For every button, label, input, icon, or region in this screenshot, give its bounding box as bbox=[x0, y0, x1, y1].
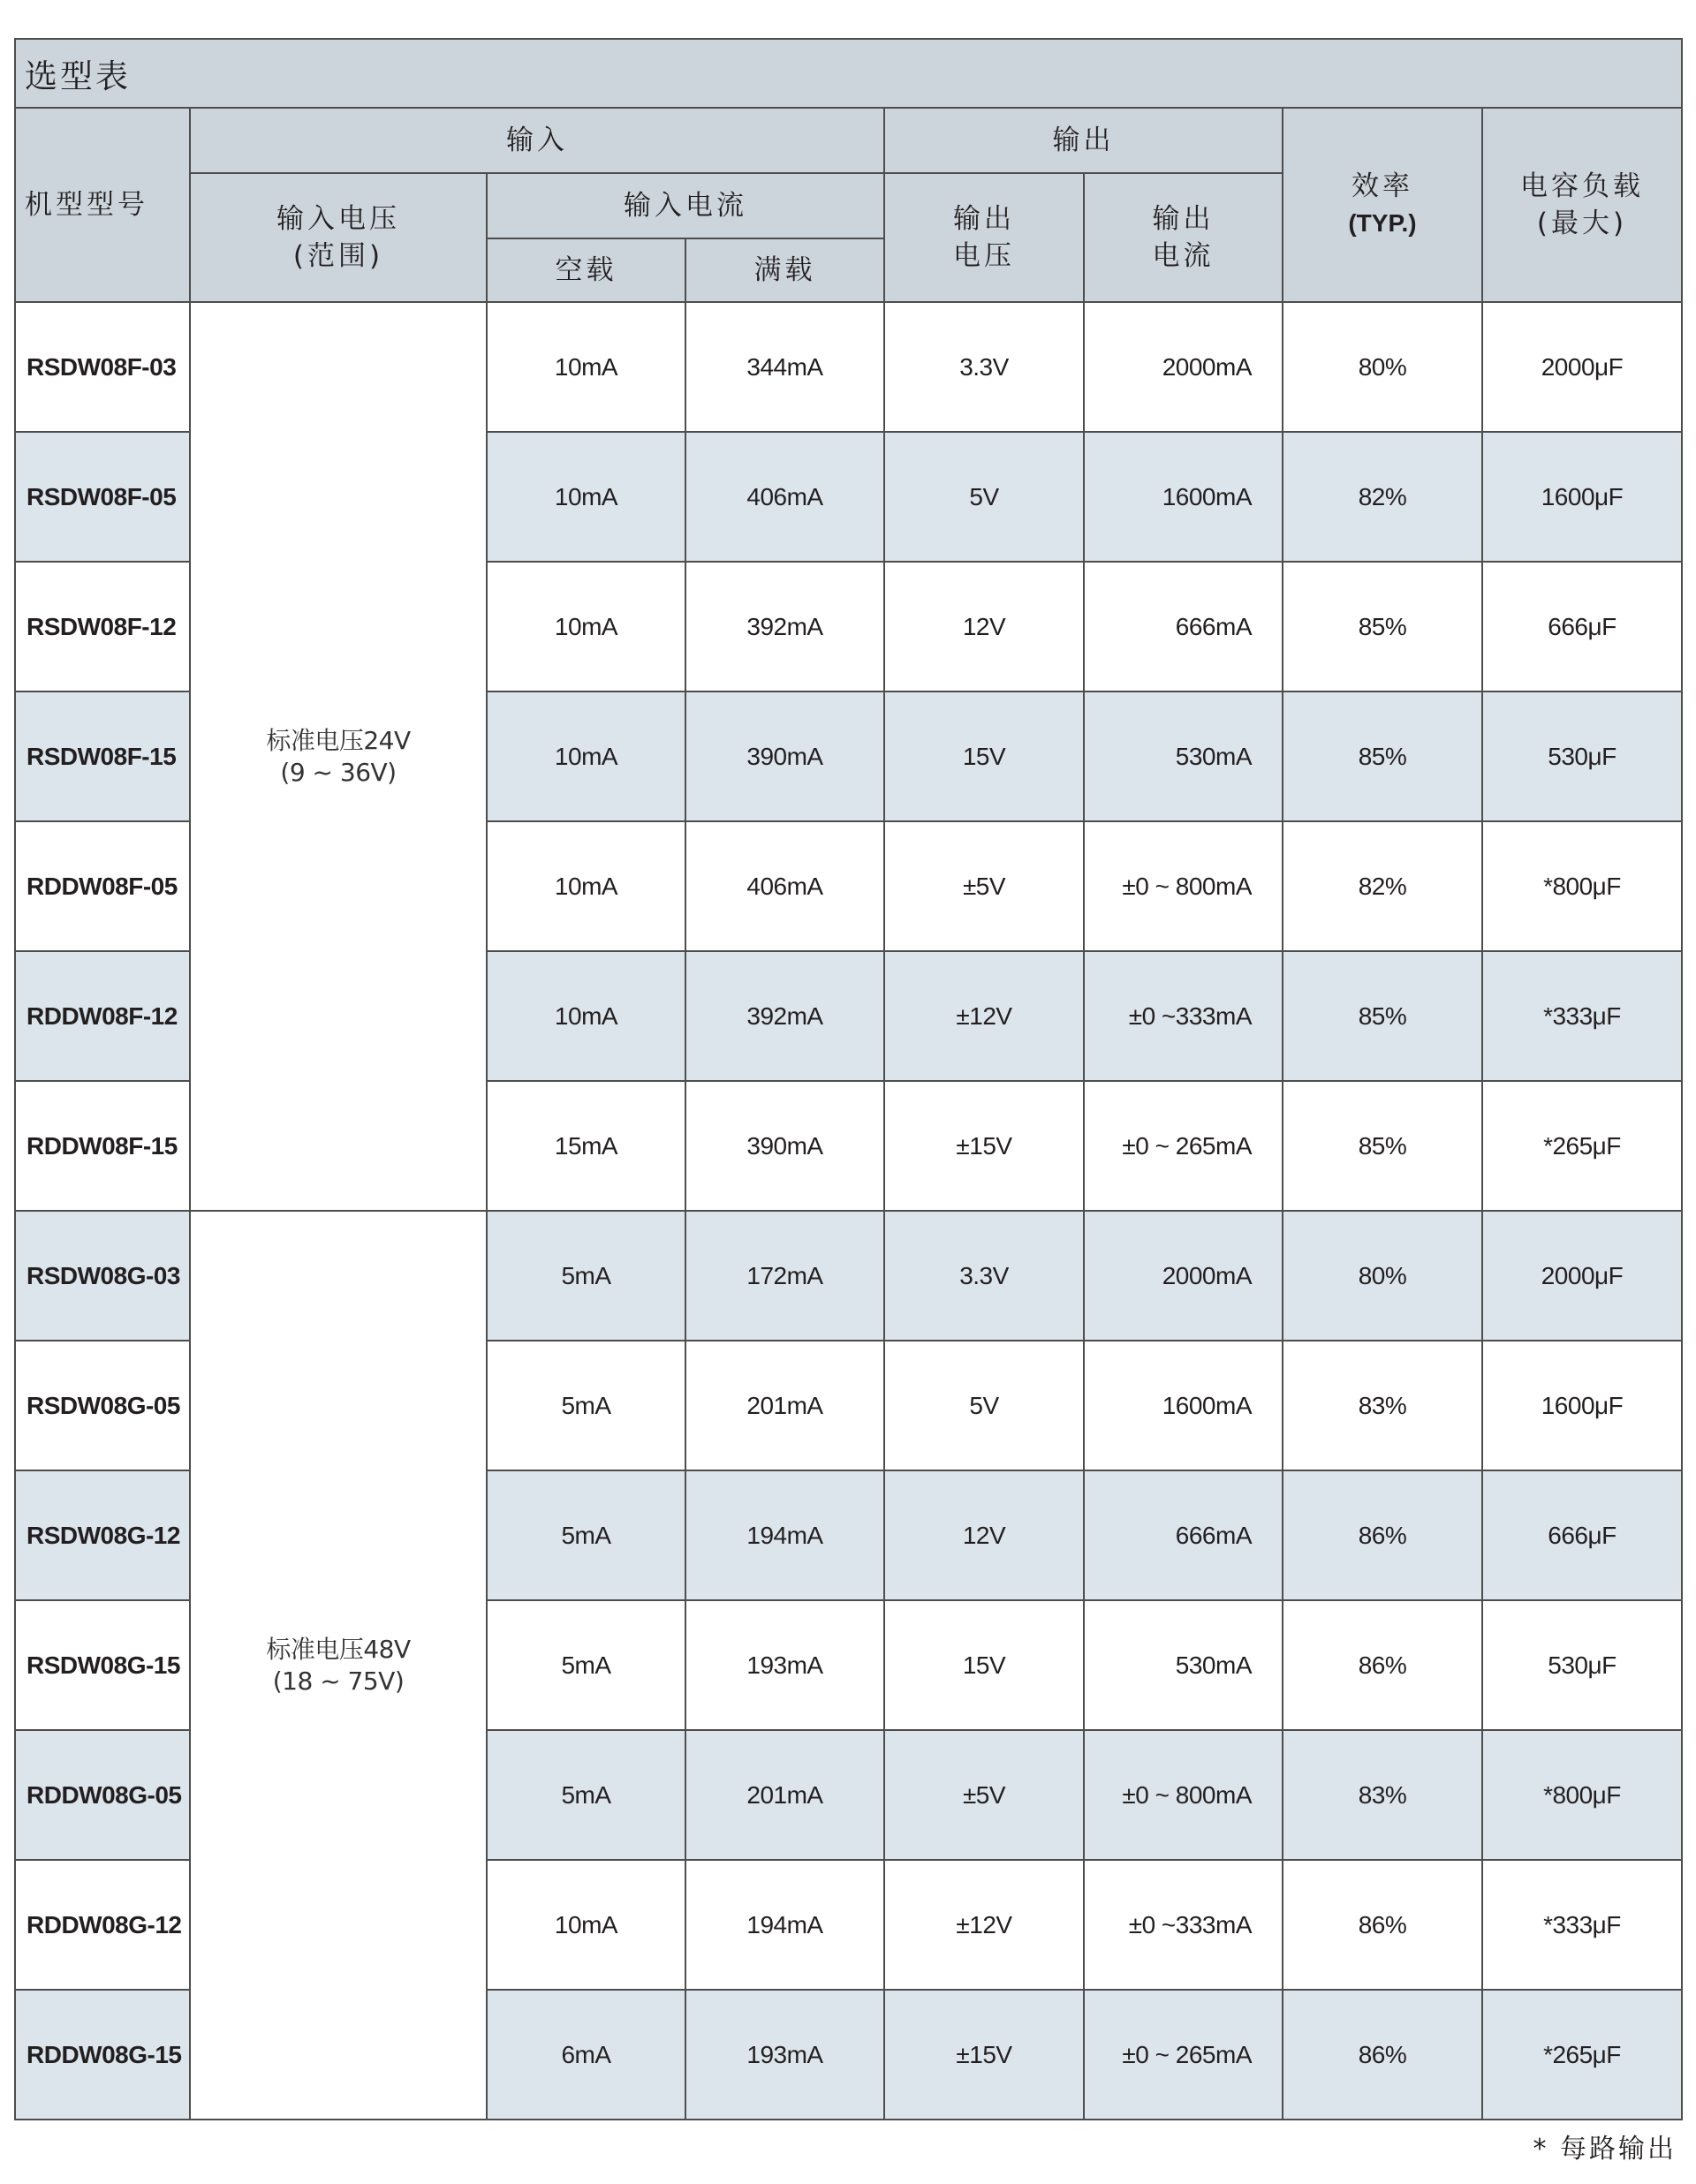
cell-output-current: 1600mA bbox=[1084, 1341, 1283, 1470]
cell-output-voltage: ±15V bbox=[884, 1081, 1084, 1211]
cell-model: RSDW08F-12 bbox=[15, 562, 190, 691]
cell-no-load-current: 15mA bbox=[487, 1081, 685, 1211]
cell-no-load-current: 6mA bbox=[487, 1990, 685, 2120]
cell-cap-load: 530μF bbox=[1482, 691, 1682, 821]
header-cap-load-max: (最大) bbox=[1536, 208, 1628, 239]
cell-cap-load: *333μF bbox=[1482, 1860, 1682, 1990]
cell-model: RDDW08G-12 bbox=[15, 1860, 190, 1990]
cell-output-voltage: ±5V bbox=[884, 1730, 1084, 1860]
cell-output-current: 1600mA bbox=[1084, 432, 1283, 562]
cell-output-current: 2000mA bbox=[1084, 1211, 1283, 1341]
cell-no-load-current: 5mA bbox=[487, 1211, 685, 1341]
header-no-load: 空载 bbox=[487, 238, 685, 302]
header-output-current-line2: 电流 bbox=[1152, 240, 1215, 272]
cell-model: RDDW08F-05 bbox=[15, 821, 190, 951]
cell-output-voltage: ±15V bbox=[884, 1990, 1084, 2120]
header-input-voltage bbox=[190, 173, 487, 302]
cell-no-load-current: 10mA bbox=[487, 1860, 685, 1990]
header-input-voltage-label: 输入电压 bbox=[276, 203, 400, 235]
header-efficiency-typ: (TYP.) bbox=[1348, 209, 1417, 237]
cell-output-voltage: 3.3V bbox=[884, 1211, 1084, 1341]
table-title: 选型表 bbox=[15, 39, 1682, 108]
cell-no-load-current: 5mA bbox=[487, 1341, 685, 1470]
cell-output-current: 2000mA bbox=[1084, 302, 1283, 432]
cell-efficiency: 86% bbox=[1283, 1470, 1482, 1600]
cell-output-voltage: ±5V bbox=[884, 821, 1084, 951]
input-voltage-nominal: 标准电压24V bbox=[266, 725, 411, 755]
cell-efficiency: 85% bbox=[1283, 1081, 1482, 1211]
cell-output-current: 530mA bbox=[1084, 691, 1283, 821]
cell-full-load-current: 392mA bbox=[685, 951, 884, 1081]
cell-no-load-current: 10mA bbox=[487, 302, 685, 432]
cell-model: RDDW08F-12 bbox=[15, 951, 190, 1081]
cell-output-voltage: 15V bbox=[884, 1600, 1084, 1730]
cell-efficiency: 85% bbox=[1283, 691, 1482, 821]
cell-no-load-current: 10mA bbox=[487, 432, 685, 562]
header-cap-load bbox=[1482, 108, 1682, 302]
input-voltage-range: (9 ~ 36V) bbox=[280, 757, 397, 787]
cell-output-current: ±0 ~333mA bbox=[1084, 951, 1283, 1081]
cell-model: RSDW08G-15 bbox=[15, 1600, 190, 1730]
cell-cap-load: 2000μF bbox=[1482, 1211, 1682, 1341]
selection-table-sheet bbox=[14, 38, 1681, 2120]
cell-full-load-current: 194mA bbox=[685, 1470, 884, 1600]
header-model: 机型型号 bbox=[15, 108, 190, 302]
cell-cap-load: *265μF bbox=[1482, 1081, 1682, 1211]
cell-efficiency: 80% bbox=[1283, 302, 1482, 432]
cell-model: RSDW08F-03 bbox=[15, 302, 190, 432]
cell-model: RSDW08G-03 bbox=[15, 1211, 190, 1341]
cell-full-load-current: 390mA bbox=[685, 1081, 884, 1211]
table-row bbox=[15, 302, 1682, 432]
header-efficiency bbox=[1283, 108, 1482, 302]
cell-efficiency: 86% bbox=[1283, 1990, 1482, 2120]
cell-full-load-current: 344mA bbox=[685, 302, 884, 432]
cell-efficiency: 82% bbox=[1283, 432, 1482, 562]
header-input: 输入 bbox=[190, 108, 884, 173]
cell-output-current: ±0 ~ 265mA bbox=[1084, 1081, 1283, 1211]
cell-no-load-current: 5mA bbox=[487, 1600, 685, 1730]
header-output-voltage-line1: 输出 bbox=[953, 203, 1015, 235]
cell-full-load-current: 201mA bbox=[685, 1341, 884, 1470]
cell-cap-load: *333μF bbox=[1482, 951, 1682, 1081]
cell-output-current: 666mA bbox=[1084, 562, 1283, 691]
cell-full-load-current: 193mA bbox=[685, 1600, 884, 1730]
header-input-voltage-range: (范围) bbox=[292, 240, 384, 272]
cell-output-voltage: 12V bbox=[884, 1470, 1084, 1600]
cell-output-voltage: 15V bbox=[884, 691, 1084, 821]
cell-cap-load: 2000μF bbox=[1482, 302, 1682, 432]
cell-model: RSDW08G-05 bbox=[15, 1341, 190, 1470]
cell-output-current: ±0 ~ 800mA bbox=[1084, 1730, 1283, 1860]
cell-output-voltage: 3.3V bbox=[884, 302, 1084, 432]
cell-efficiency: 85% bbox=[1283, 562, 1482, 691]
cell-efficiency: 80% bbox=[1283, 1211, 1482, 1341]
cell-cap-load: 530μF bbox=[1482, 1600, 1682, 1730]
cell-model: RSDW08F-15 bbox=[15, 691, 190, 821]
cell-output-voltage: ±12V bbox=[884, 951, 1084, 1081]
cell-no-load-current: 10mA bbox=[487, 821, 685, 951]
header-input-current: 输入电流 bbox=[487, 173, 884, 238]
cell-cap-load: 666μF bbox=[1482, 1470, 1682, 1600]
cell-cap-load: 666μF bbox=[1482, 562, 1682, 691]
cell-full-load-current: 193mA bbox=[685, 1990, 884, 2120]
selection-table bbox=[14, 38, 1683, 2120]
cell-output-current: 530mA bbox=[1084, 1600, 1283, 1730]
cell-model: RSDW08F-05 bbox=[15, 432, 190, 562]
cell-output-voltage: 5V bbox=[884, 1341, 1084, 1470]
cell-output-voltage: ±12V bbox=[884, 1860, 1084, 1990]
header-output-voltage-line2: 电压 bbox=[953, 240, 1015, 272]
cell-output-voltage: 12V bbox=[884, 562, 1084, 691]
header-efficiency-label: 效率 bbox=[1352, 170, 1413, 202]
cell-full-load-current: 390mA bbox=[685, 691, 884, 821]
header-output: 输出 bbox=[884, 108, 1283, 173]
cell-cap-load: *800μF bbox=[1482, 1730, 1682, 1860]
input-voltage-nominal: 标准电压48V bbox=[266, 1634, 411, 1664]
cell-model: RDDW08G-15 bbox=[15, 1990, 190, 2120]
cell-full-load-current: 406mA bbox=[685, 821, 884, 951]
cell-full-load-current: 201mA bbox=[685, 1730, 884, 1860]
cell-efficiency: 86% bbox=[1283, 1860, 1482, 1990]
cell-efficiency: 82% bbox=[1283, 821, 1482, 951]
cell-full-load-current: 194mA bbox=[685, 1860, 884, 1990]
cell-output-current: ±0 ~333mA bbox=[1084, 1860, 1283, 1990]
cell-cap-load: 1600μF bbox=[1482, 1341, 1682, 1470]
footnote: * 每路输出 bbox=[1533, 2134, 1677, 2165]
header-output-current-line1: 输出 bbox=[1152, 203, 1215, 235]
cell-model: RSDW08G-12 bbox=[15, 1470, 190, 1600]
table-row bbox=[15, 1211, 1682, 1341]
header-full-load: 满载 bbox=[685, 238, 884, 302]
cell-no-load-current: 5mA bbox=[487, 1470, 685, 1600]
cell-model: RDDW08G-05 bbox=[15, 1730, 190, 1860]
cell-efficiency: 86% bbox=[1283, 1600, 1482, 1730]
cell-no-load-current: 5mA bbox=[487, 1730, 685, 1860]
cell-no-load-current: 10mA bbox=[487, 691, 685, 821]
cell-no-load-current: 10mA bbox=[487, 562, 685, 691]
cell-input-voltage-group bbox=[190, 1211, 487, 2120]
header-output-voltage bbox=[884, 173, 1084, 302]
cell-cap-load: 1600μF bbox=[1482, 432, 1682, 562]
cell-full-load-current: 406mA bbox=[685, 432, 884, 562]
cell-full-load-current: 392mA bbox=[685, 562, 884, 691]
cell-full-load-current: 172mA bbox=[685, 1211, 884, 1341]
cell-input-voltage-group bbox=[190, 302, 487, 1211]
cell-output-current: ±0 ~ 800mA bbox=[1084, 821, 1283, 951]
cell-output-current: ±0 ~ 265mA bbox=[1084, 1990, 1283, 2120]
table-body bbox=[15, 302, 1682, 2120]
cell-cap-load: *265μF bbox=[1482, 1990, 1682, 2120]
cell-output-current: 666mA bbox=[1084, 1470, 1283, 1600]
header-output-current bbox=[1084, 173, 1283, 302]
cell-no-load-current: 10mA bbox=[487, 951, 685, 1081]
cell-efficiency: 83% bbox=[1283, 1341, 1482, 1470]
header-cap-load-label: 电容负载 bbox=[1520, 170, 1644, 202]
cell-efficiency: 83% bbox=[1283, 1730, 1482, 1860]
cell-cap-load: *800μF bbox=[1482, 821, 1682, 951]
input-voltage-range: (18 ~ 75V) bbox=[272, 1666, 405, 1696]
cell-model: RDDW08F-15 bbox=[15, 1081, 190, 1211]
cell-output-voltage: 5V bbox=[884, 432, 1084, 562]
cell-efficiency: 85% bbox=[1283, 951, 1482, 1081]
